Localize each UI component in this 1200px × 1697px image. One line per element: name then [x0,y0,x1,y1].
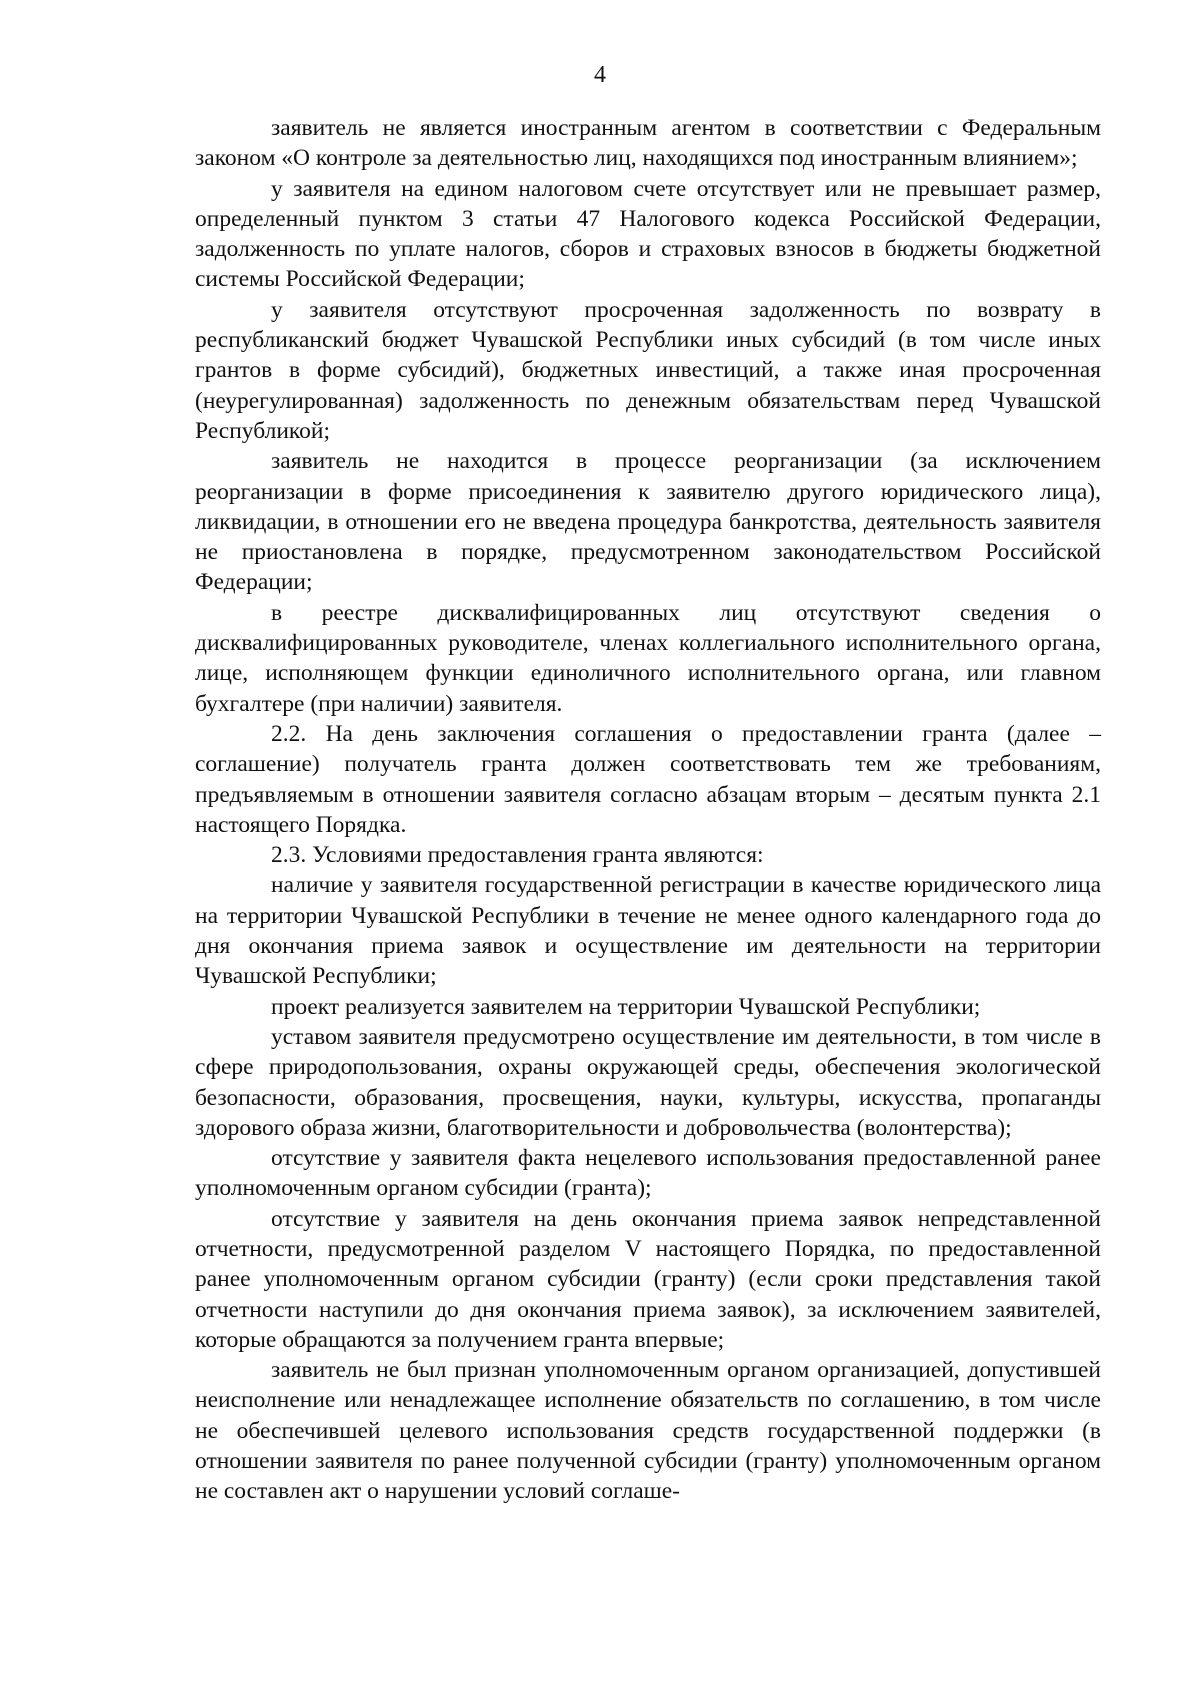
paragraph: уставом заявителя предусмотрено осуществление им деятельности, в том числе в сфере природопользования, охраны окружающей среды, обеспечения экологической безопасности, образования, просвещения, науки, культуры, искусства, пропаганды здорового образа жизни, благотворительности и добровольчества (волонтерства); [195,1023,1101,1141]
paragraph: у заявителя на едином налоговом счете отсутствует или не превышает размер, определенный пунктом 3 статьи 47 Налогового кодекса Российской Федерации, задолженность по уплате налогов, сборов и страховых взносов в бюджеты бюджетной системы Российской Федерации; [195,175,1101,293]
paragraph: проект реализуется заявителем на территории Чувашской Республики; [271,993,981,1020]
paragraph: отсутствие у заявителя факта нецелевого использования предоставленной ранее уполномоченным органом субсидии (гранта); [195,1145,1101,1202]
page-number: 4 [594,62,606,88]
paragraph: наличие у заявителя государственной регистрации в качестве юридического лица на территории Чувашской Республики в течение не менее одного календарного года до дня окончания приема заявок и осуществление им деятельности на территории Чувашской Республики; [195,872,1101,990]
paragraph: у заявителя отсутствуют просроченная задолженность по возврату в республиканский бюджет Чувашской Республики иных субсидий (в том числе иных грантов в форме субсидий), бюджетных инвестиций, а также иная просроченная (неурегулированная) задолженность по денежным обязательствам перед Чувашской Республикой; [195,296,1101,444]
paragraph: заявитель не был признан уполномоченным органом организацией, допустившей неисполнение или ненадлежащее исполнение обязательств по соглашению, в том числе не обеспечившей целевого использования средств государственной поддержки (в отношении заявителя по ранее полученной субсидии (гранту) уполномоченным органом не составлен акт о нарушении условий соглаше- [195,1357,1101,1505]
paragraph: заявитель не находится в процессе реорганизации (за исключением реорганизации в форме присоединения к заявителю другого юридического лица), ликвидации, в отношении его не введена процедура банкротства, деятельность заявителя не приостановлена в порядке, предусмотренном законодательством Российской Федерации; [195,448,1101,596]
paragraph: отсутствие у заявителя на день окончания приема заявок непредставленной отчетности, предусмотренной разделом V настоящего Порядка, по предоставленной ранее уполномоченным органом субсидии (гранту) (если сроки представления такой отчетности наступили до дня окончания приема заявок), за исключением заявителей, которые обращаются за получением гранта впервые; [195,1205,1101,1353]
paragraph: 2.3. Условиями предоставления гранта являются: [271,842,764,869]
paragraph: в реестре дисквалифицированных лиц отсутствуют сведения о дисквалифицированных руководителе, членах коллегиального исполнительного органа, лице, исполняющем функции единоличного исполнительного органа, или главном бухгалтере (при наличии) заявителя. [195,599,1101,717]
paragraph: 2.2. На день заключения соглашения о предоставлении гранта (далее – соглашение) получатель гранта должен соответствовать тем же требованиям, предъявляемым в отношении заявителя согласно абзацам вторым – десятым пункта 2.1 настоящего Порядка. [195,720,1101,838]
document-body [195,113,1101,1507]
paragraph: заявитель не является иностранным агентом в соответствии с Федеральным законом «О контроле за деятельностью лиц, находящихся под иностранным влиянием»; [195,115,1101,172]
